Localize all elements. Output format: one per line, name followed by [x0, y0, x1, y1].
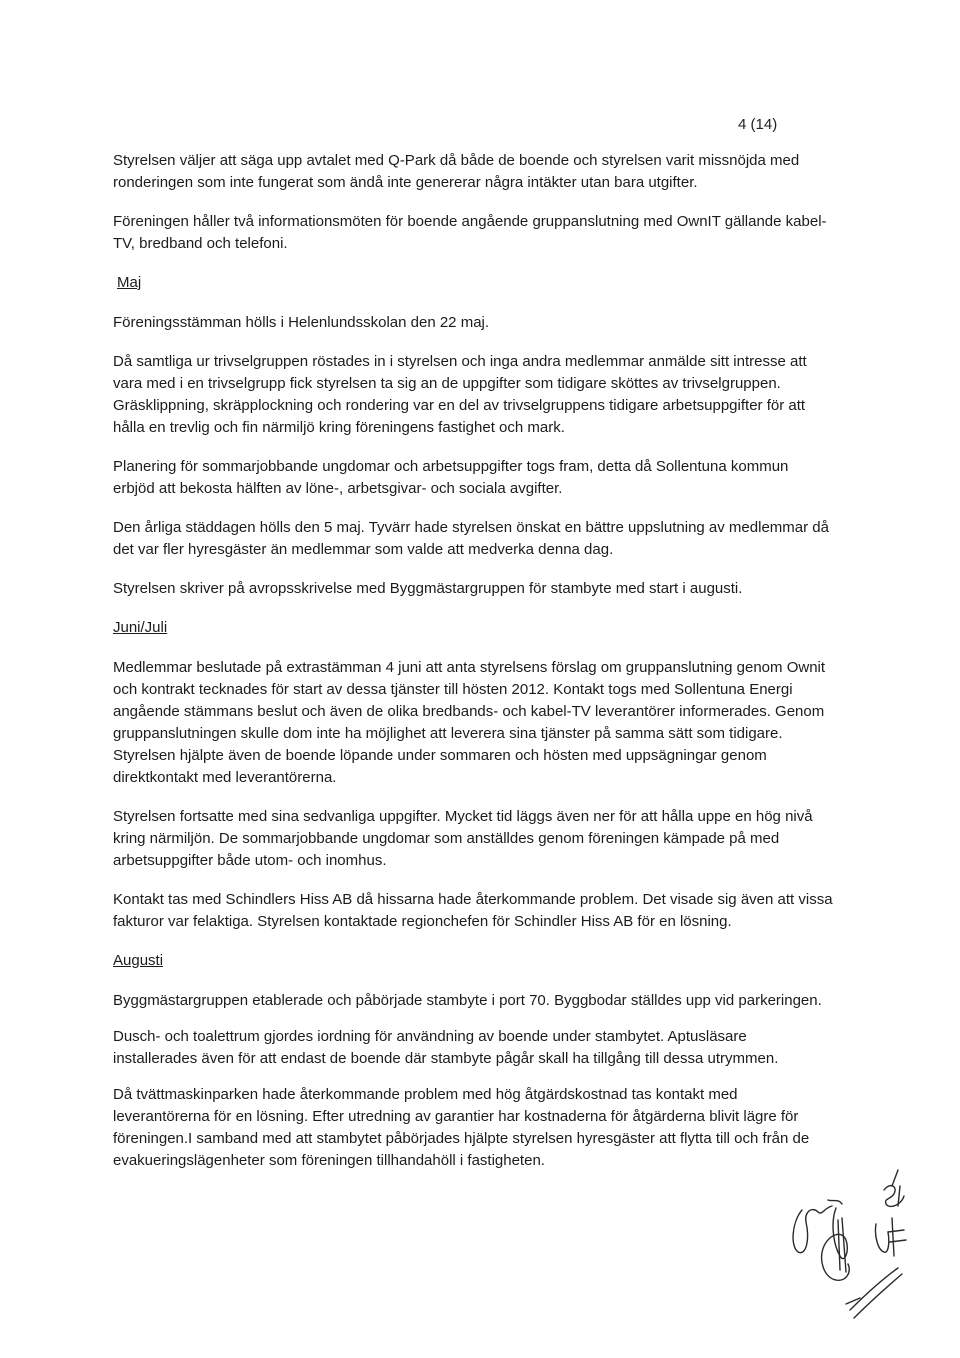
paragraph: Medlemmar beslutade på extrastämman 4 juni att anta styrelsens förslag om gruppanslutning genom Ownit och kontrakt tecknades för start av dessa tjänster till hösten 2012. Kontakt togs med Sollentuna Energi angående stämmans beslut och även de olika bredbands- och kabel-TV leverantörer informerades. Genom gruppanslutningen skulle dom inte ha möjlighet att leverera sina tjänster på samma sätt som tidigare. Styrelsen hjälpte även de boende löpande under sommaren och hösten med uppsägningar genom direktkontakt med leverantörerna. [113, 659, 826, 786]
paragraph: Dusch- och toalettrum gjordes iordning för användning av boende under stambytet. Aptusläsare installerades även för att endast de boende där stambyte pågår skall ha tillgång till dessa utrymmen. [113, 1028, 779, 1067]
paragraph: Planering för sommarjobbande ungdomar och arbetsuppgifter togs fram, detta då Sollentuna kommun erbjöd att bekosta hälften av löne-, arbetsgivar- och sociala avgifter. [113, 458, 789, 497]
paragraph: Byggmästargruppen etablerade och påbörjade stambyte i port 70. Byggbodar ställdes upp vid parkeringen. [113, 992, 822, 1009]
paragraph: Styrelsen fortsatte med sina sedvanliga uppgifter. Mycket tid läggs även ner för att hålla uppe en hög nivå kring närmiljön. De sommarjobbande ungdomar som anställdes genom föreningen kämpade på med arbetsuppgifter både utom- och inomhus. [113, 808, 813, 869]
paragraph: Styrelsen väljer att säga upp avtalet med Q-Park då både de boende och styrelsen varit missnöjda med ronderingen som inte fungerat som ändå inte genererar några intäkter utan bara utgifter. [113, 152, 800, 191]
paragraph: Styrelsen skriver på avropsskrivelse med Byggmästargruppen för stambyte med start i augusti. [113, 580, 743, 597]
paragraph: Då tvättmaskinparken hade återkommande problem med hög åtgärdskostnad tas kontakt med leverantörerna för en lösning. Efter utredning av garantier har kostnaderna för åtgärderna blivit lägre för föreningen.I samband med att stambytet påbörjades hjälpte styrelsen hyresgäster att flytta till och från de evakueringslägenheter som föreningen tillhandahöll i fastigheten. [113, 1086, 810, 1169]
section-heading-maj: Maj [117, 274, 142, 291]
paragraph: Kontakt tas med Schindlers Hiss AB då hissarna hade återkommande problem. Det visade sig även att vissa fakturor var felaktiga. Styrelsen kontaktade regionchefen för Schindler Hiss AB för en lösning. [113, 891, 833, 930]
handwritten-initials-signature [780, 1160, 930, 1340]
paragraph: Då samtliga ur trivselgruppen röstades in i styrelsen och inga andra medlemmar anmälde sitt intresse att vara med i en trivselgrupp fick styrelsen ta sig an de uppgifter som tidigare sköttes av trivselgruppen. Gräsklippning, skräpplockning och rondering var en del av trivselgruppens tidigare arbetsuppgifter för att hålla en trevlig och fin närmiljö kring föreningens fastighet och mark. [113, 353, 807, 436]
paragraph: Föreningen håller två informationsmöten för boende angående gruppanslutning med OwnIT gällande kabel-TV, bredband och telefoni. [113, 213, 827, 252]
page-number: 4 (14) [738, 116, 778, 133]
section-heading-juni-juli: Juni/Juli [113, 619, 168, 636]
paragraph: Föreningsstämman hölls i Helenlundsskolan den 22 maj. [113, 314, 490, 331]
section-heading-augusti: Augusti [113, 952, 164, 969]
document-body [113, 150, 833, 1186]
paragraph: Den årliga städdagen hölls den 5 maj. Tyvärr hade styrelsen önskat en bättre uppslutning av medlemmar då det var fler hyresgäster än medlemmar som valde att medverka denna dag. [113, 519, 829, 558]
